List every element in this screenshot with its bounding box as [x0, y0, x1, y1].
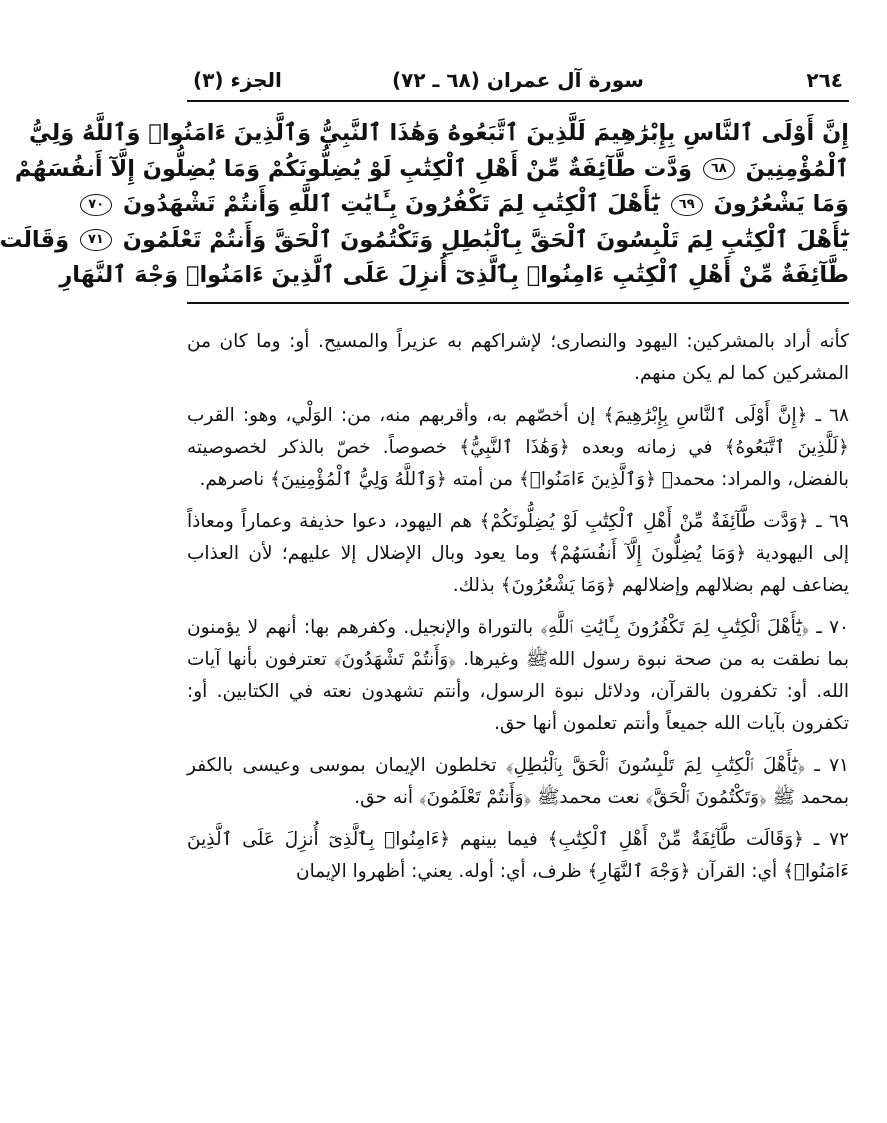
verse-text: وَقَالَت	[0, 226, 70, 253]
book-page	[0, 66, 849, 898]
verse-line	[88, 187, 849, 223]
commentary-paragraph: ٧٢ ـ ﴿وَقَالَت طَّآئِفَةٌ مِّنْ أَهْلِ ٱلْكِتَٰبِ﴾ فيما بينهم ﴿ءَامِنُوا۟ بِٱلَّذِىٓ أُنزِلَ عَلَى ٱلَّذِينَ ءَامَنُوا۟﴾ أي: القرآن ﴿وَجْهَ ٱلنَّهَارِ﴾ ظرف، أي: أوله. يعني: أظهروا الإيمان	[187, 828, 849, 882]
verse-text: طَّآئِفَةٌ مِّنْ أَهْلِ ٱلْكِتَٰبِ ءَامِنُوا۟ بِٱلَّذِىٓ أُنزِلَ عَلَى ٱلَّذِينَ ءَامَنُوا۟ وَجْهَ ٱلنَّهَارِ	[59, 262, 849, 288]
verse-number-marker: ٧١	[80, 229, 112, 251]
verse-number-marker: ٦٨	[703, 158, 735, 180]
verse-line	[59, 258, 849, 294]
verse-line	[14, 152, 849, 188]
commentary-paragraph: ٧٠ ـ ﴿يَٰٓأَهْلَ ٱلْكِتَٰبِ لِمَ تَكْفُرُونَ بِـَٔايَٰتِ ٱللَّهِ﴾ بالتوراة والإنجيل. وكفرهم بها: أنهم لا يؤمنون بما نطقت به من صحة نبوة رسول اللهﷺ وغيرها. ﴿وَأَنتُمْ تَشْهَدُونَ﴾ تعترفون بأنها آيات الله. أو: تكفرون بالقرآن، ودلائل نبوة الرسول، وأنتم تشهدون نعته في الكتابين. أو: تكفرون بآيات الله جميعاً وأنتم تعلمون أنها حق.	[187, 616, 849, 734]
surah-title: سورة آل عمران (٦٨ ـ ٧٢)	[392, 68, 644, 92]
verse-text: إِنَّ أَوْلَى ٱلنَّاسِ بِإِبْرَٰهِيمَ لَلَّذِينَ ٱتَّبَعُوهُ وَهَٰذَا ٱلنَّبِيُّ وَٱلَّذِينَ ءَامَنُوا۟ وَٱللَّهُ وَلِيُّ	[29, 120, 849, 146]
commentary-paragraph: ٦٩ ـ ﴿وَدَّت طَّآئِفَةٌ مِّنْ أَهْلِ ٱلْكِتَٰبِ لَوْ يُضِلُّونَكُمْ﴾ هم اليهود، دعوا حذيفة وعماراً ومعاذاً إلى اليهودية ﴿وَمَا يُضِلُّونَ إِلَّآ أَنفُسَهُمْ﴾ وما يعود وبال الإضلال إلا عليهم؛ لأن العذاب يضاعف لهم بضلالهم وإضلالهم ﴿وَمَا يَشْعُرُونَ﴾ بذلك.	[187, 510, 849, 596]
commentary-paragraph: كأنه أراد بالمشركين: اليهود والنصارى؛ لإشراكهم به عزيراً والمسيح. أو: وما كان من المشركين كما لم يكن منهم.	[187, 330, 849, 384]
verse-text: ٱلْمُؤْمِنِينَ	[745, 155, 849, 182]
verse-text: يَٰٓأَهْلَ ٱلْكِتَٰبِ لِمَ تَلْبِسُونَ ٱلْحَقَّ بِٱلْبَٰطِلِ وَتَكْتُمُونَ ٱلْحَقَّ وَأَنتُمْ تَعْلَمُونَ	[122, 226, 849, 253]
verse-line	[29, 116, 849, 152]
quran-verses-block	[0, 116, 849, 304]
verse-text: يَٰٓأَهْلَ ٱلْكِتَٰبِ لِمَ تَكْفُرُونَ بِـَٔايَٰتِ ٱللَّهِ وَأَنتُمْ تَشْهَدُونَ	[123, 191, 660, 217]
commentary	[187, 326, 849, 888]
verse-text: وَمَا يَشْعُرُونَ	[713, 191, 849, 217]
verse-line	[0, 223, 849, 259]
commentary-paragraph: ٦٨ ـ ﴿إِنَّ أَوْلَى ٱلنَّاسِ بِإِبْرَٰهِيمَ﴾ إن أخصّهم به، وأقربهم منه، من: الوَلْي، وهو: القرب ﴿لَلَّذِينَ ٱتَّبَعُوهُ﴾ في زمانه وبعده ﴿وَهَٰذَا ٱلنَّبِيُّ﴾ خصوصاً. خصّ بالذكر لخصوصيته بالفضل، والمراد: محمدﷺ ﴿وَٱلَّذِينَ ءَامَنُوا۟﴾ من أمته ﴿وَٱللَّهُ وَلِيُّ ٱلْمُؤْمِنِينَ﴾ ناصرهم.	[187, 404, 849, 490]
verse-number-marker: ٧٠	[80, 194, 112, 216]
commentary-paragraph: ٧١ ـ ﴿يَٰٓأَهْلَ ٱلْكِتَٰبِ لِمَ تَلْبِسُونَ ٱلْحَقَّ بِٱلْبَٰطِلِ﴾ تخلطون الإيمان بموسى وعيسى بالكفر بمحمد ﷺ ﴿وَتَكْتُمُونَ ٱلْحَقَّ﴾ نعت محمدﷺ ﴿وَأَنتُمْ تَعْلَمُونَ﴾ أنه حق.	[187, 754, 849, 808]
page-number: ٢٦٤	[806, 68, 843, 92]
juz-label: الجزء (٣)	[193, 68, 282, 92]
verse-text: وَدَّت طَّآئِفَةٌ مِّنْ أَهْلِ ٱلْكِتَٰبِ لَوْ يُضِلُّونَكُمْ وَمَا يُضِلُّونَ إِلَّآ أَنفُسَهُمْ	[14, 155, 692, 182]
page-header	[187, 66, 849, 102]
verse-number-marker: ٦٩	[671, 194, 703, 216]
